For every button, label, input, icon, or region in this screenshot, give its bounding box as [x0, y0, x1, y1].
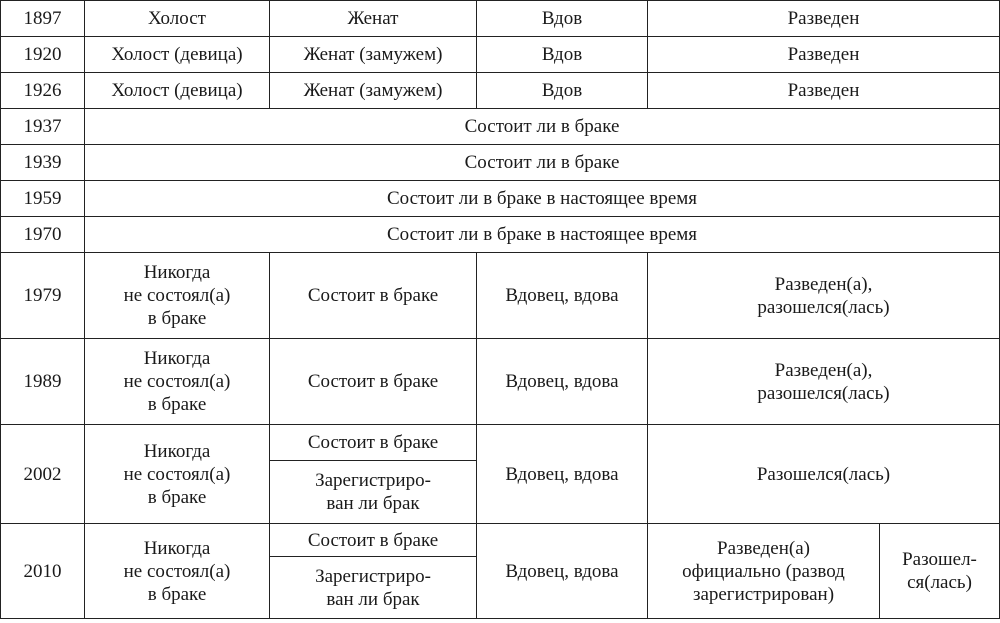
year-cell: 1989 [1, 339, 85, 425]
single-cell: Холост (девица) [85, 73, 270, 109]
cell-line: ван ли брак [326, 588, 420, 610]
cell-line: разошелся(лась) [757, 296, 890, 318]
year-cell: 1926 [1, 73, 85, 109]
cell-line: разошелся(лась) [757, 382, 890, 404]
cell-line: в браке [147, 583, 207, 605]
married-cell: Состоит в браке [270, 524, 477, 557]
year-cell: 1897 [1, 1, 85, 37]
cell-line: Никогда [143, 537, 211, 559]
widowed-cell: Вдовец, вдова [477, 425, 648, 524]
table-row [1, 181, 1000, 217]
table-row [1, 217, 1000, 253]
widowed-cell: Вдовец, вдова [477, 339, 648, 425]
cell-line: ван ли брак [326, 493, 420, 514]
separated-cell: Разошелся(лась) [648, 425, 1000, 524]
table-row [1, 145, 1000, 181]
married-cell: Женат (замужем) [270, 37, 477, 73]
cell-line: не состоял(а) [123, 285, 231, 306]
married-cell: Состоит в браке [270, 339, 477, 425]
single-cell: Холост (девица) [85, 37, 270, 73]
married-cell: Женат (замужем) [270, 73, 477, 109]
table-row [1, 37, 1000, 73]
cell-line: Зарегистриро- [315, 565, 431, 587]
cell-line: Разведен(а) [717, 537, 810, 559]
divorced-cell [648, 253, 1000, 339]
cell-line: в браке [147, 394, 207, 415]
widowed-cell: Вдов [477, 37, 648, 73]
table-row [1, 109, 1000, 145]
cell-line: Разведен(а), [774, 273, 873, 295]
married-cell: Состоит в браке [270, 253, 477, 339]
registered-marriage-cell [270, 557, 477, 619]
married-cell: Состоит в браке [270, 425, 477, 461]
merged-question-cell: Состоит ли в браке в настоящее время [85, 217, 1000, 253]
year-cell: 2010 [1, 524, 85, 619]
cell-line: не состоял(а) [123, 560, 231, 582]
year-cell: 2002 [1, 425, 85, 524]
cell-line: Никогда [143, 262, 211, 283]
merged-question-cell: Состоит ли в браке в настоящее время [85, 181, 1000, 217]
divorced-cell: Разведен [648, 1, 1000, 37]
year-cell: 1939 [1, 145, 85, 181]
widowed-cell: Вдовец, вдова [477, 253, 648, 339]
table-row [1, 425, 1000, 461]
never-married-cell [85, 253, 270, 339]
registered-marriage-cell [270, 461, 477, 524]
cell-line: ся(лась) [907, 572, 972, 593]
table-row [1, 73, 1000, 109]
widowed-cell: Вдов [477, 1, 648, 37]
never-married-cell [85, 425, 270, 524]
table-row [1, 524, 1000, 557]
single-cell: Холост [85, 1, 270, 37]
year-cell: 1979 [1, 253, 85, 339]
divorced-cell: Разведен [648, 37, 1000, 73]
widowed-cell: Вдов [477, 73, 648, 109]
table-row [1, 253, 1000, 339]
cell-line: официально (развод [682, 560, 845, 582]
merged-question-cell: Состоит ли в браке [85, 109, 1000, 145]
year-cell: 1920 [1, 37, 85, 73]
cell-line: Разведен(а), [774, 359, 873, 381]
separated-cell [880, 524, 1000, 619]
merged-question-cell: Состоит ли в браке [85, 145, 1000, 181]
cell-line: Никогда [143, 348, 211, 369]
never-married-cell [85, 339, 270, 425]
officially-divorced-cell [648, 524, 880, 619]
married-cell: Женат [270, 1, 477, 37]
year-cell: 1970 [1, 217, 85, 253]
widowed-cell: Вдовец, вдова [477, 524, 648, 619]
cell-line: в браке [147, 308, 207, 329]
table-row [1, 339, 1000, 425]
cell-line: Разошел- [902, 549, 977, 570]
cell-line: не состоял(а) [123, 371, 231, 392]
table-row [1, 1, 1000, 37]
cell-line: в браке [147, 486, 207, 508]
cell-line: Зарегистриро- [315, 470, 431, 491]
year-cell: 1959 [1, 181, 85, 217]
cell-line: зарегистрирован) [692, 583, 835, 605]
never-married-cell [85, 524, 270, 619]
divorced-cell [648, 339, 1000, 425]
cell-line: не состоял(а) [123, 463, 231, 485]
cell-line: Никогда [143, 440, 211, 462]
year-cell: 1937 [1, 109, 85, 145]
divorced-cell: Разведен [648, 73, 1000, 109]
